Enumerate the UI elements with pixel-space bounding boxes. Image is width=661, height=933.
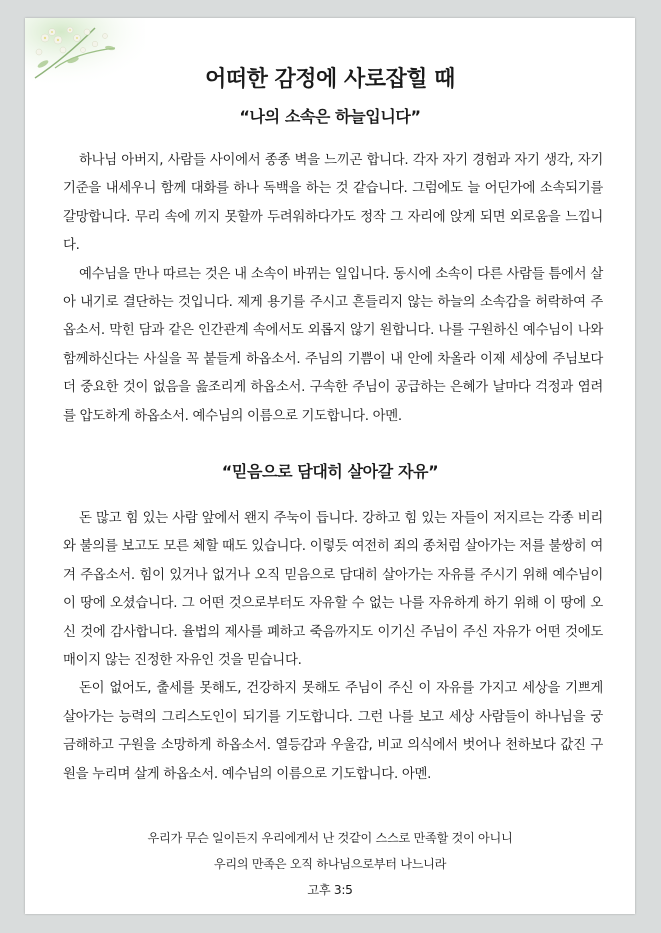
section-1-paragraph-1: 하나님 아버지, 사람들 사이에서 종종 벽을 느끼곤 합니다. 각자 자기 경험과 자기 생각, 자기 기준을 내세우니 함께 대화를 하나 독백을 하는 것 같습니다. 그럼에도 늘 어딘가에 소속되기를 갈망합니다. 무리 속에 끼지 못할까 두려워하다가도 정작 그 자리에 앉게 되면 외로움을 느낍니다. (63, 153, 603, 254)
verse-line-1: 우리가 무슨 일이든지 우리에게서 난 것같이 스스로 만족할 것이 아니니 (147, 831, 513, 845)
bible-verse (25, 825, 635, 903)
section-2-paragraph-1: 돈 많고 힘 있는 사람 앞에서 왠지 주눅이 듭니다. 강하고 힘 있는 자들이 저지르는 각종 비리와 불의를 보고도 모른 체할 때도 있습니다. 이렇듯 여전히 죄의 종처럼 살아가는 저를 불쌍히 여겨 주옵소서. 힘이 있거나 없거나 오직 믿음으로 담대히 살아가는 자유를 주시기 위해 예수님이 이 땅에 오셨습니다. 그 어떤 것으로부터도 자유할 수 없는 나를 자유하게 하기 위해 이 땅에 오신 것에 감사합니다. 율법의 제사를 폐하고 죽음까지도 이기신 주님이 주신 자유가 어떤 것에도 매이지 않는 진정한 자유인 것을 믿습니다. (63, 511, 603, 669)
section-1-body (63, 147, 603, 431)
verse-line-2: 우리의 만족은 오직 하나님으로부터 나느니라 (213, 857, 447, 871)
section-2-heading: “믿음으로 담대히 살아갈 자유” (221, 462, 439, 481)
verse-reference: 고후 3:5 (307, 883, 353, 897)
page-title: 어떠한 감정에 사로잡힐 때 (205, 67, 455, 92)
document-page (25, 18, 635, 914)
section-2-paragraph-2: 돈이 없어도, 출세를 못해도, 건강하지 못해도 주님이 주신 이 자유를 가지고 세상을 기쁘게 살아가는 능력의 그리스도인이 되기를 기도합니다. 그런 나를 보고 세상 사람들이 하나님을 궁금해하고 구원을 소망하게 하옵소서. 열등감과 우울감, 비교 의식에서 벗어나 천하보다 값진 구원을 누리며 살게 하옵소서. 예수님의 이름으로 기도합니다. 아멘. (63, 681, 603, 782)
section-2-body (63, 505, 603, 789)
section-1-paragraph-2: 예수님을 만나 따르는 것은 내 소속이 바뀌는 일입니다. 동시에 소속이 다른 사람들 틈에서 살아 내기로 결단하는 것입니다. 제게 용기를 주시고 흔들리지 않는 하늘의 소속감을 허락하여 주옵소서. 막힌 담과 같은 인간관계 속에서도 외롭지 않기 원합니다. 나를 구원하신 예수님이 나와 함께하신다는 사실을 꼭 붙들게 하옵소서. 주님의 기쁨이 내 안에 차올라 이제 세상에 주님보다 더 중요한 것이 없음을 읊조리게 하옵소서. 구속한 주님이 공급하는 은혜가 날마다 걱정과 염려를 압도하게 하옵소서. 예수님의 이름으로 기도합니다. 아멘. (63, 266, 603, 424)
section-1-heading: “나의 소속은 하늘입니다” (239, 107, 421, 126)
